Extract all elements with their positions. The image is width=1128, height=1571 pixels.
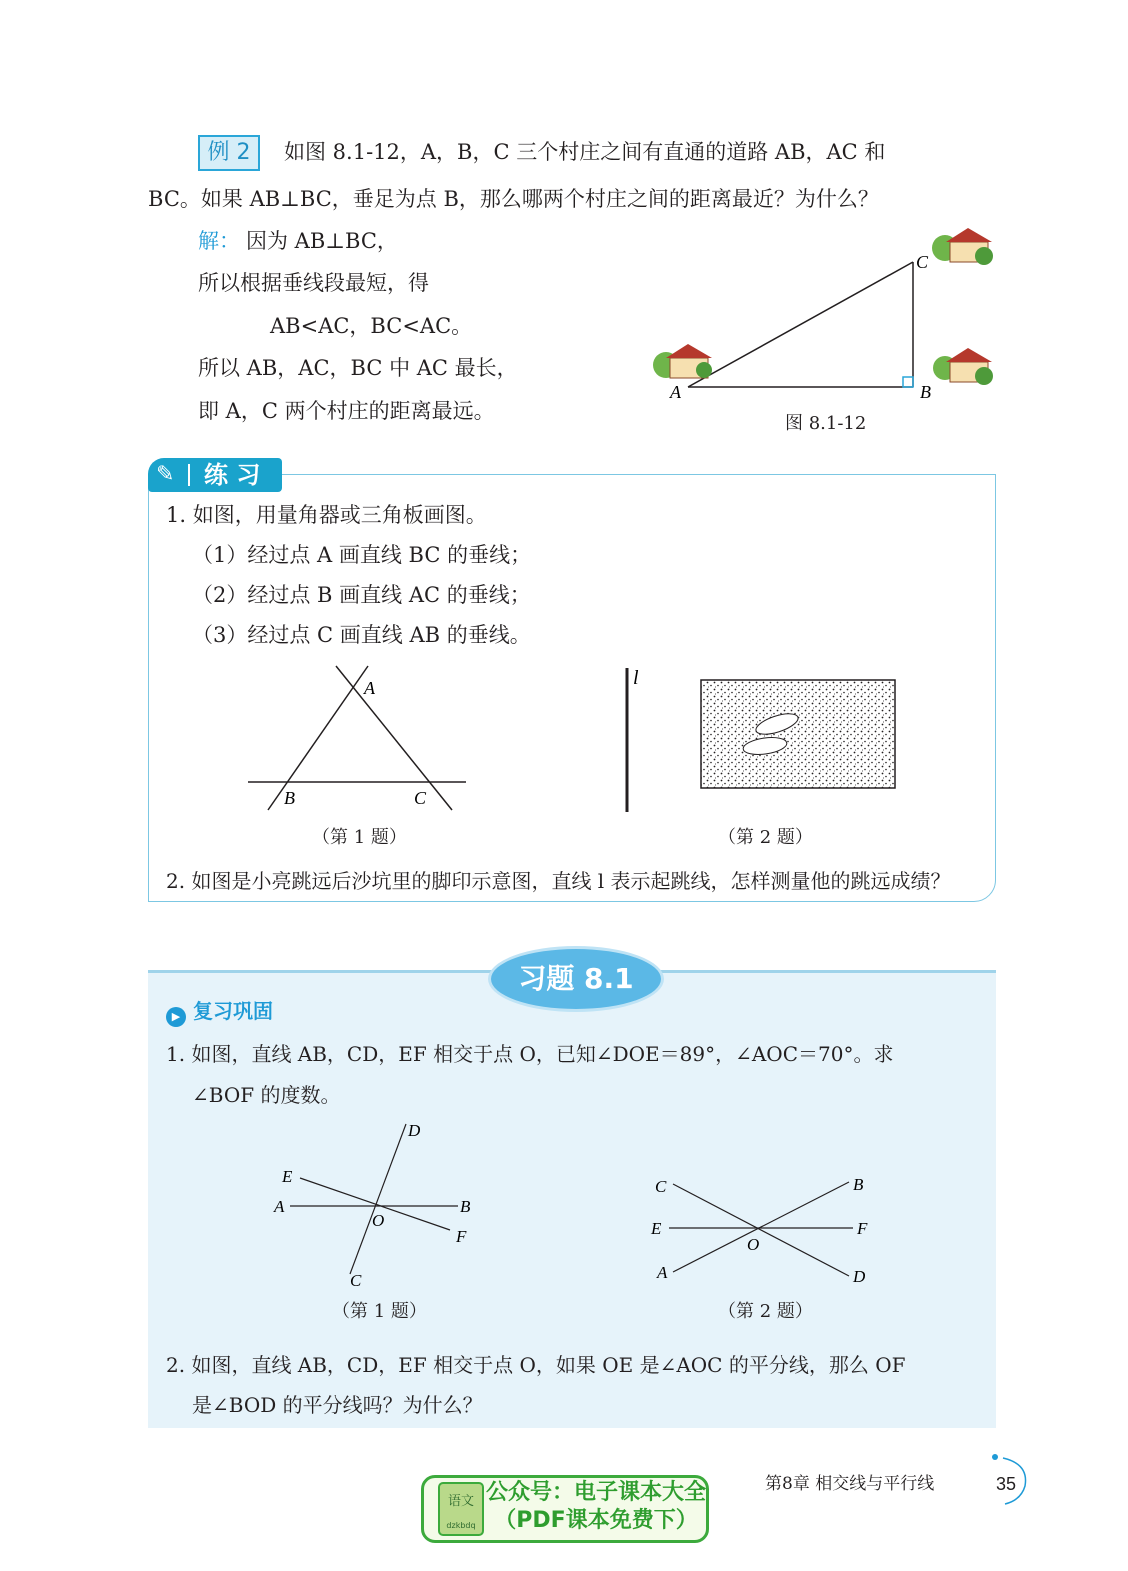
ex2-label-o: O xyxy=(747,1235,760,1254)
practice-tag xyxy=(148,458,282,492)
tag-divider xyxy=(188,464,190,486)
solution-label: 解： xyxy=(198,229,240,253)
practice-q1-3: （3）经过点 C 画直线 AB 的垂线。 xyxy=(192,623,531,647)
ex1-label-d: D xyxy=(408,1121,421,1140)
pencil-ruler-icon: ✎ xyxy=(156,462,175,487)
ex2-label-e: E xyxy=(651,1219,662,1238)
practice-q1-1: （1）经过点 A 画直线 BC 的垂线； xyxy=(192,543,532,567)
fig1-label-a: A xyxy=(364,678,375,698)
practice-fig2-caption: （第 2 题） xyxy=(718,827,813,848)
label-c: C xyxy=(916,252,929,272)
ex1-label-o: O xyxy=(372,1211,385,1230)
review-section xyxy=(166,996,273,1027)
exercise-q1a: 1. 如图，直线 AB，CD，EF 相交于点 O，已知∠DOE＝89°，∠AOC＝70°。求 xyxy=(166,1042,894,1066)
practice-q2: 2. 如图是小亮跳远后沙坑里的脚印示意图，直线 l 表示起跳线，怎样测量他的跳远成绩？ xyxy=(166,869,951,893)
house-icon-c xyxy=(932,228,993,265)
review-label: 复习巩固 xyxy=(192,999,273,1023)
practice-fig1-caption: （第 1 题） xyxy=(312,827,407,848)
ex1-label-b: B xyxy=(460,1197,471,1216)
ex1-label-f: F xyxy=(456,1227,467,1246)
exercise-fig2-caption: （第 2 题） xyxy=(718,1301,813,1322)
house-icon-b xyxy=(933,348,993,385)
label-a: A xyxy=(670,382,681,402)
watermark-line1: 公众号：电子课本大全 xyxy=(486,1480,707,1505)
ex2-label-f: F xyxy=(857,1219,868,1238)
ex2-label-b: B xyxy=(853,1175,864,1194)
exercise-fig2 xyxy=(645,1168,885,1290)
exercise-fig1 xyxy=(268,1118,488,1290)
practice-fig2 xyxy=(615,660,905,820)
ex1-label-e: E xyxy=(282,1167,293,1186)
page-number: 35 xyxy=(996,1474,1017,1494)
ex1-label-a: A xyxy=(274,1197,285,1216)
sand-pit xyxy=(701,680,895,788)
exercise-fig1-caption: （第 1 题） xyxy=(332,1301,427,1322)
solution-line5: 即 A，C 两个村庄的距离最远。 xyxy=(198,399,495,423)
chapter-title: 第8章 相交线与平行线 xyxy=(765,1474,935,1494)
example-text-line2: BC。如果 AB⊥BC，垂足为点 B，那么哪两个村庄之间的距离最近？为什么？ xyxy=(148,187,879,211)
house-icon-a xyxy=(653,344,712,378)
fig2-label-l: l xyxy=(633,667,639,689)
logo-sub: dzkbdq xyxy=(446,1521,476,1530)
example-label: 例 2 xyxy=(198,135,260,171)
exercise-q1b: ∠BOF 的度数。 xyxy=(192,1083,341,1107)
practice-q1-2: （2）经过点 B 画直线 AC 的垂线； xyxy=(192,583,531,607)
ex2-label-a: A xyxy=(657,1263,668,1282)
practice-q1: 1. 如图，用量角器或三角板画图。 xyxy=(166,503,487,527)
solution-line2: 所以根据垂线段最短，得 xyxy=(198,271,429,295)
logo-text: 语文 xyxy=(447,1494,474,1509)
ex1-label-c: C xyxy=(350,1271,362,1290)
play-icon: ▶ xyxy=(166,1007,186,1027)
watermark-text xyxy=(486,1479,706,1535)
ex2-label-d: D xyxy=(853,1267,866,1286)
example-text-line1: 如图 8.1-12，A，B，C 三个村庄之间有直通的道路 AB，AC 和 xyxy=(284,140,886,164)
exercise-title: 习题 8.1 xyxy=(488,946,664,1012)
ex2-label-c: C xyxy=(655,1177,667,1196)
village-triangle-figure xyxy=(640,220,1010,410)
fig1-label-c: C xyxy=(414,788,427,808)
solution-line4: 所以 AB，AC，BC 中 AC 最长， xyxy=(198,356,518,380)
page-corner-decoration xyxy=(985,1452,1035,1508)
exercise-q2a: 2. 如图，直线 AB，CD，EF 相交于点 O，如果 OE 是∠AOC 的平分线，那么 OF xyxy=(166,1353,906,1377)
watermark-line2: （PDF课本免费下） xyxy=(494,1508,698,1533)
book-logo-icon xyxy=(438,1482,484,1536)
label-b: B xyxy=(920,382,931,402)
solution-line1: 因为 AB⊥BC， xyxy=(246,229,398,253)
figure-caption: 图 8.1-12 xyxy=(785,413,867,434)
solution-line3: AB<AC，BC<AC。 xyxy=(270,314,473,338)
fig1-label-b: B xyxy=(284,788,295,808)
practice-fig1 xyxy=(240,660,480,820)
practice-title: 练 习 xyxy=(204,461,261,489)
exercise-q2b: 是∠BOD 的平分线吗？为什么？ xyxy=(192,1393,483,1417)
